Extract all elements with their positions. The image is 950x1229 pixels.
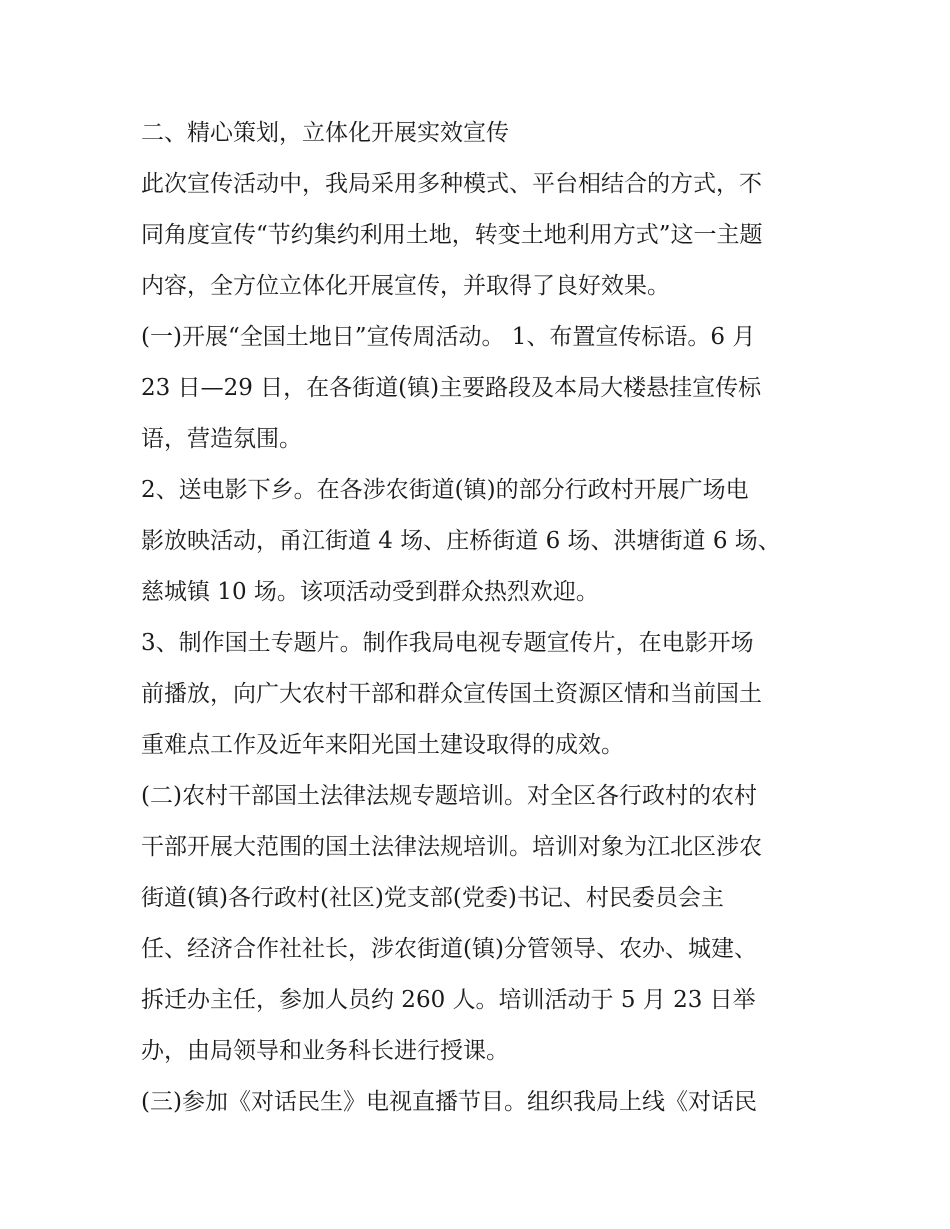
paragraph-line: (三)参加《对话民生》电视直播节目。组织我局上线《对话民	[141, 1089, 757, 1115]
section-heading: 二、精心策划，立体化开展实效宣传	[141, 120, 509, 146]
paragraph-line: 办，由局领导和业务科长进行授课。	[141, 1038, 509, 1064]
paragraph-line: 23 日—29 日，在各街道(镇)主要路段及本局大楼悬挂宣传标	[141, 375, 762, 401]
paragraph-line: 干部开展大范围的国土法律法规培训。培训对象为江北区涉农	[141, 834, 762, 860]
paragraph-line: 拆迁办主任，参加人员约 260 人。培训活动于 5 月 23 日举	[141, 987, 756, 1013]
paragraph-line: 影放映活动，甬江街道 4 场、庄桥街道 6 场、洪塘街道 6 场、	[141, 528, 781, 554]
paragraph-line: 前播放，向广大农村干部和群众宣传国土资源区情和当前国土	[141, 681, 762, 707]
paragraph-line: 内容，全方位立体化开展宣传，并取得了良好效果。	[141, 273, 670, 299]
paragraph-line: 慈城镇 10 场。该项活动受到群众热烈欢迎。	[141, 579, 599, 605]
paragraph-line: 此次宣传活动中，我局采用多种模式、平台相结合的方式，不	[141, 171, 762, 197]
paragraph-line: 3、制作国土专题片。制作我局电视专题宣传片，在电影开场	[141, 630, 754, 656]
paragraph-line: 重难点工作及近年来阳光国土建设取得的成效。	[141, 732, 624, 758]
paragraph-line: 2、送电影下乡。在各涉农街道(镇)的部分行政村开展广场电	[141, 477, 749, 503]
paragraph-line: 同角度宣传“节约集约利用土地，转变土地利用方式”这一主题	[141, 222, 763, 248]
paragraph-line: 任、经济合作社社长，涉农街道(镇)分管领导、农办、城建、	[141, 936, 757, 962]
paragraph-line: 街道(镇)各行政村(社区)党支部(党委)书记、村民委员会主	[141, 885, 724, 911]
paragraph-line: (一)开展“全国土地日”宣传周活动。 1、布置宣传标语。6 月	[141, 324, 756, 350]
paragraph-line: (二)农村干部国土法律法规专题培训。对全区各行政村的农村	[141, 783, 757, 809]
paragraph-line: 语，营造氛围。	[141, 426, 302, 452]
document-body	[141, 108, 821, 1128]
